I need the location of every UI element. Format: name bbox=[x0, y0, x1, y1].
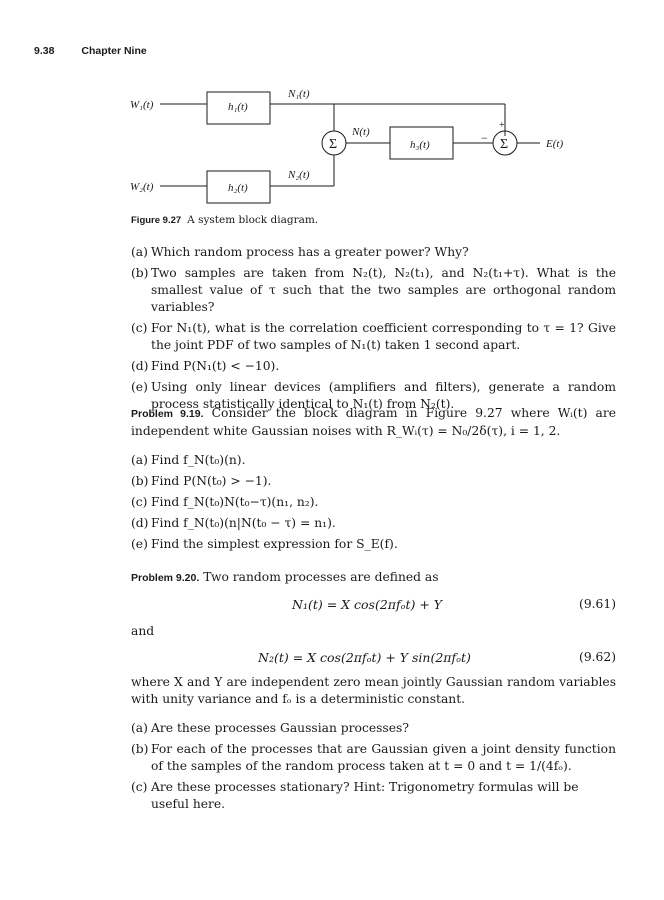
item-tag: (c) bbox=[131, 495, 148, 509]
problem-919-title: Problem 9.19. bbox=[131, 408, 204, 420]
equation-962-number: (9.62) bbox=[579, 650, 616, 664]
item-text: For each of the processes that are Gaussian given a joint density function of the samples of the random process taken at t = 0 and t = 1/(4fₒ). bbox=[151, 742, 616, 773]
item-tag: (b) bbox=[131, 266, 149, 280]
list-item bbox=[131, 452, 616, 469]
problem-920-parts bbox=[131, 720, 616, 813]
list-item bbox=[131, 244, 616, 261]
list-item bbox=[131, 515, 616, 532]
plus-sign: + bbox=[499, 120, 505, 131]
item-tag: (a) bbox=[131, 721, 148, 735]
list-item bbox=[131, 494, 616, 511]
item-tag: (b) bbox=[131, 742, 149, 756]
equation-962: N₂(t) = X cos(2πfₒt) + Y sin(2πfₒt) bbox=[258, 650, 471, 665]
item-tag: (c) bbox=[131, 780, 148, 794]
item-tag: (e) bbox=[131, 537, 148, 551]
item-text: Are these processes stationary? Hint: Trigonometry formulas will be useful here. bbox=[151, 780, 579, 811]
page-number: 9.38 bbox=[34, 45, 55, 57]
list-item bbox=[131, 741, 616, 775]
n-label: N(t) bbox=[352, 126, 370, 138]
item-text: Find P(N(t₀) > −1). bbox=[151, 474, 272, 488]
item-text: Find the simplest expression for S_E(f). bbox=[151, 537, 398, 551]
list-item bbox=[131, 779, 616, 813]
list-item bbox=[131, 358, 616, 375]
list-item bbox=[131, 473, 616, 490]
item-tag: (d) bbox=[131, 359, 149, 373]
item-tag: (d) bbox=[131, 516, 149, 530]
figure-caption-text: A system block diagram. bbox=[187, 214, 319, 226]
w1-label: W₁(t) bbox=[130, 99, 154, 111]
w2-label: W₂(t) bbox=[130, 181, 154, 193]
item-text: Which random process has a greater power? Why? bbox=[151, 245, 469, 259]
problem-918-parts bbox=[131, 244, 616, 413]
problem-919-parts bbox=[131, 452, 616, 553]
item-text: Using only linear devices (amplifiers and filters), generate a random process statistically identical to N₁(t) from N₂(t). bbox=[151, 380, 616, 411]
n1-label: N₁(t) bbox=[288, 88, 310, 100]
n2-label: N₂(t) bbox=[288, 169, 310, 181]
system-block-diagram bbox=[0, 80, 664, 215]
figure-caption bbox=[131, 214, 318, 226]
item-tag: (a) bbox=[131, 453, 148, 467]
item-tag: (c) bbox=[131, 321, 148, 335]
problem-919-text: Consider the block diagram in Figure 9.27 where Wᵢ(t) are independent white Gaussian noises with R_Wᵢ(τ) = N₀/2δ(τ), i = 1, 2. bbox=[131, 406, 616, 438]
item-text: Find f_N(t₀)N(t₀−τ)(n₁, n₂). bbox=[151, 495, 319, 509]
problem-920-title: Problem 9.20. bbox=[131, 572, 200, 584]
problem-920-after: where X and Y are independent zero mean jointly Gaussian random variables with unity variance and fₒ is a deterministic constant. bbox=[131, 675, 616, 706]
h3-label: h₃(t) bbox=[410, 139, 430, 151]
item-tag: (a) bbox=[131, 245, 148, 259]
item-text: Find f_N(t₀)(n). bbox=[151, 453, 246, 467]
list-item bbox=[131, 320, 616, 354]
and-text: and bbox=[131, 624, 155, 638]
list-item bbox=[131, 536, 616, 553]
summer-2-sigma: Σ bbox=[500, 137, 509, 152]
item-text: Find f_N(t₀)(n|N(t₀ − τ) = n₁). bbox=[151, 516, 336, 530]
item-text: Are these processes Gaussian processes? bbox=[151, 721, 409, 735]
item-text: Two samples are taken from N₂(t), N₂(t₁), and N₂(t₁+τ). What is the smallest value of τ such that the two samples are orthogonal random variables? bbox=[151, 266, 616, 314]
item-text: For N₁(t), what is the correlation coefficient corresponding to τ = 1? Give the joint PDF of two samples of N₁(t) taken 1 second apart. bbox=[151, 321, 616, 352]
summer-1-sigma: Σ bbox=[329, 137, 338, 152]
h2-label: h₂(t) bbox=[228, 182, 248, 194]
problem-920-text: Two random processes are defined as bbox=[203, 570, 439, 584]
problem-920-statement bbox=[131, 569, 616, 587]
list-item bbox=[131, 720, 616, 737]
equation-961-number: (9.61) bbox=[579, 597, 616, 611]
page-header bbox=[34, 45, 147, 57]
minus-sign: − bbox=[481, 131, 488, 145]
item-tag: (b) bbox=[131, 474, 149, 488]
item-tag: (e) bbox=[131, 380, 148, 394]
item-text: Find P(N₁(t) < −10). bbox=[151, 359, 280, 373]
list-item bbox=[131, 265, 616, 316]
chapter-title: Chapter Nine bbox=[81, 45, 147, 57]
problem-919-statement bbox=[131, 405, 616, 440]
figure-label: Figure 9.27 bbox=[131, 215, 182, 226]
h1-label: h₁(t) bbox=[228, 101, 248, 113]
equation-961: N₁(t) = X cos(2πfₒt) + Y bbox=[292, 597, 443, 612]
e-label: E(t) bbox=[546, 138, 564, 150]
